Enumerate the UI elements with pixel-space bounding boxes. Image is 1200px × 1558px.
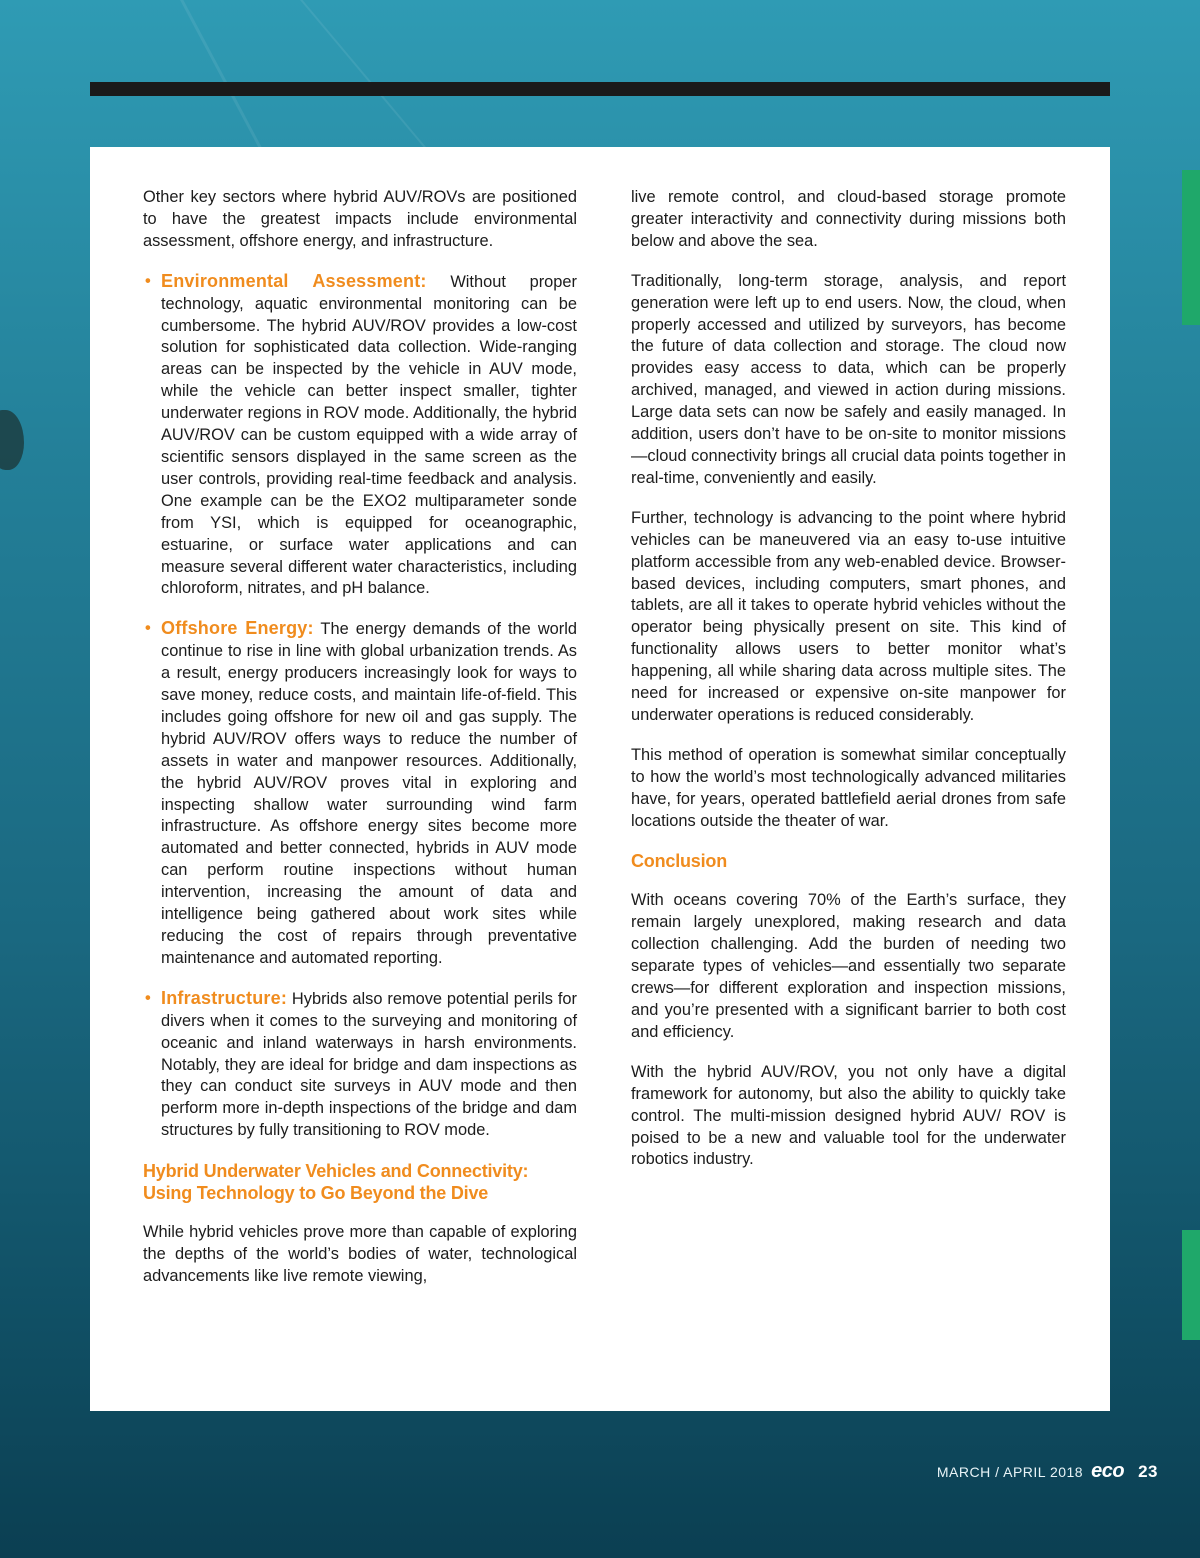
- bullet-term: Environmental Assessment:: [161, 270, 427, 291]
- green-tab-bottom: [1182, 1230, 1200, 1340]
- paragraph-6: With the hybrid AUV/ROV, you not only have a digital framework for autonomy, but also the ability to quickly take control. The multi-mission designed hybrid AUV/ ROV is poised to be a new and valuable tool for the underwater robotics industry.: [631, 1062, 1066, 1169]
- closing-paragraph: While hybrid vehicles prove more than capable of exploring the depths of the world’s bodies of water, technological advancements like live remote viewing,: [143, 1223, 577, 1285]
- conclusion-heading: Conclusion: [631, 851, 727, 872]
- green-tab-top: [1182, 170, 1200, 325]
- paragraph-2: Traditionally, long-term storage, analysis, and report generation were left up to end users. Now, the cloud, when properly accessed and utilized by surveyors, has become the future of data collection and storage. The cloud now provides easy access to data, which can be properly archived, managed, and viewed in action during missions. Large data sets can now be safely and easily managed. In addition, users don’t have to be on-site to monitor missions—cloud connectivity brings all crucial data points together in real-time, conveniently and easily.: [631, 271, 1066, 487]
- bullet-environmental-assessment: [143, 271, 577, 601]
- intro-paragraph: Other key sectors where hybrid AUV/ROVs are positioned to have the greatest impacts include environmental assessment, offshore energy, and infrastructure.: [143, 188, 577, 250]
- top-bar: [90, 82, 1110, 96]
- bullet-dot-icon: •: [145, 271, 151, 290]
- left-column: [143, 187, 577, 1306]
- bullet-dot-icon: •: [145, 619, 151, 638]
- bullet-term: Offshore Energy:: [161, 618, 314, 639]
- paragraph-3: Further, technology is advancing to the point where hybrid vehicles can be maneuvered via an easy to-use intuitive platform accessible from any web-enabled device. Browser-based devices, including computers, smart phones, and tablets, are all it takes to operate hybrid vehicles without the operator being physically present on site. This kind of functionality allows users to better monitor what’s happening, all while sharing data across multiple sites. The need for increased or expensive on-site manpower for underwater operations is reduced considerably.: [631, 508, 1066, 724]
- issue-date: MARCH / APRIL 2018: [936, 1464, 1084, 1480]
- article-card: [90, 147, 1110, 1411]
- bullet-term: Infrastructure:: [161, 987, 288, 1008]
- rock-silhouette: [0, 410, 24, 470]
- page-footer: [937, 1460, 1158, 1483]
- bullet-text: Without proper technology, aquatic environmental monitoring can be cumbersome. The hybrid AUV/ROV provides a low-cost solution for sophisticated data collection. Wide-ranging areas can be inspected by the vehicle in AUV mode, while the vehicle can better inspect smaller, tighter underwater regions in ROV mode. Additionally, the hybrid AUV/ROV can be custom equipped with a wide array of scientific sensors displayed in the same screen as the user controls, providing real-time feedback and analysis. One example can be the EXO2 multiparameter sonde from YSI, which is equipped for oceanographic, estuarine, or surface water applications and can measure several different water characteristics, including chloroform, nitrates, and pH balance.: [161, 272, 577, 598]
- bullet-text: The energy demands of the world continue to rise in line with global urbanization trends. As a result, energy producers increasingly look for ways to save money, reduce costs, and maintain life-of-field. This includes going offshore for new oil and gas supply. The hybrid AUV/ROV offers ways to reduce the number of assets in water and manpower resources. Additionally, the hybrid AUV/ROV proves vital in exploring and inspecting shallow water surrounding wind farm infrastructure. As offshore energy sites become more automated and better connected, hybrids in AUV mode can perform routine inspections without human intervention, increasing the amount of data and intelligence being gathered about work sites while reducing the cost of repairs through preventative maintenance and automated reporting.: [161, 620, 577, 967]
- right-column: [631, 187, 1066, 1189]
- bullet-text: Hybrids also remove potential perils for divers when it comes to the surveying and monitoring of oceanic and inland waterways in harsh environments. Notably, they are ideal for bridge and dam inspections as they can conduct site surveys in AUV mode and then perform more in-depth inspections of the bridge and dam structures by fully transitioning to ROV mode.: [161, 989, 577, 1140]
- bullet-infrastructure: [143, 988, 577, 1142]
- paragraph-4: This method of operation is somewhat similar conceptually to how the world’s most technologically advanced militaries have, for years, operated battlefield aerial drones from safe locations outside the theater of war.: [631, 745, 1066, 830]
- bullet-offshore-energy: [143, 618, 577, 970]
- bullet-dot-icon: •: [145, 988, 151, 1007]
- page-number: 23: [1138, 1462, 1158, 1481]
- paragraph-5: With oceans covering 70% of the Earth’s surface, they remain largely unexplored, making research and data collection challenging. Add the burden of needing two separate types of vehicles—and essentially two separate crews—for different exploration and inspection missions, and you’re presented with a significant barrier to both cost and efficiency.: [631, 891, 1066, 1041]
- eco-logo: eco: [1091, 1460, 1125, 1482]
- section-heading-connectivity: Hybrid Underwater Vehicles and Connectivity: Using Technology to Go Beyond the Dive: [143, 1161, 529, 1204]
- paragraph-1: live remote control, and cloud-based storage promote greater interactivity and connectivity during missions both below and above the sea.: [631, 188, 1066, 250]
